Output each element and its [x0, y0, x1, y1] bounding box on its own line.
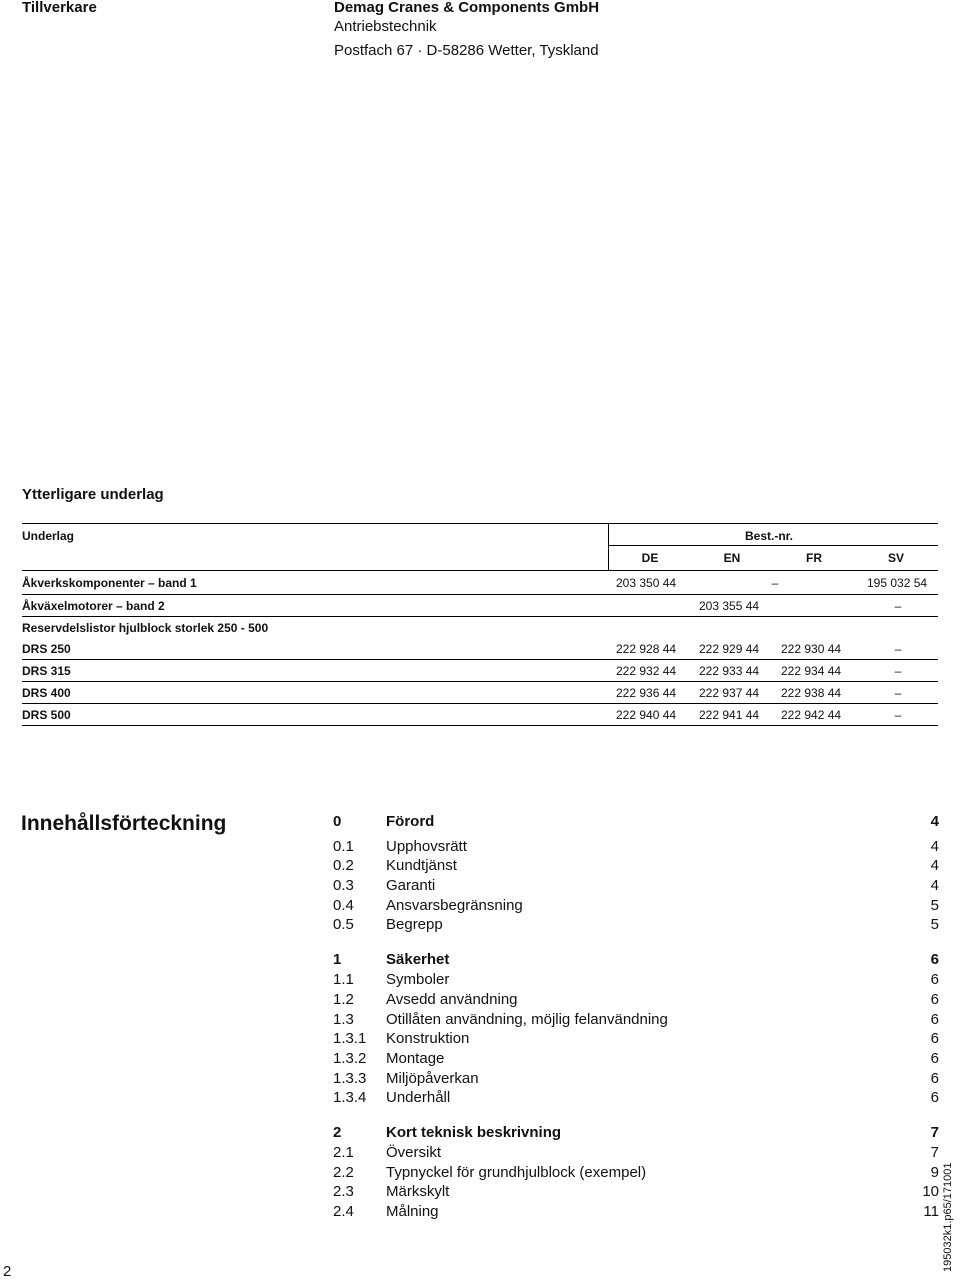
table-row-label: Reservdelslistor hjulblock storlek 250 - 500	[22, 621, 269, 635]
table-row-label: Åkväxelmotorer – band 2	[22, 599, 165, 613]
toc-page: 11	[923, 1203, 939, 1220]
table-cell-en: 222 937 44	[699, 686, 760, 700]
toc-number: 0.4	[333, 897, 354, 914]
toc-title: Symboler	[386, 971, 450, 988]
toc-title: Avsedd användning	[386, 991, 518, 1008]
toc-title: Märkskylt	[386, 1183, 450, 1200]
file-reference: 195032k1.p65/171001	[942, 1162, 954, 1272]
toc-page: 4	[930, 813, 939, 830]
toc-title: Miljöpåverkan	[386, 1070, 479, 1087]
toc-number: 2.4	[333, 1203, 354, 1220]
row-rule	[22, 594, 938, 595]
table-cell-en: –	[771, 576, 779, 590]
table-cell-fr: 222 942 44	[781, 708, 842, 722]
toc-number: 2.3	[333, 1183, 354, 1200]
toc-page: 4	[930, 857, 939, 874]
col-header-sv: SV	[887, 551, 904, 565]
toc-page: 7	[930, 1124, 939, 1141]
toc-page: 9	[930, 1164, 939, 1181]
row-rule	[22, 616, 938, 617]
toc-title: Kort teknisk beskrivning	[386, 1124, 562, 1141]
toc-title: Montage	[386, 1050, 445, 1067]
table-divider	[608, 523, 609, 571]
table-row-label: DRS 500	[22, 708, 71, 722]
toc-number: 2	[333, 1124, 342, 1141]
toc-number: 2.1	[333, 1144, 354, 1161]
table-cell-de: 222 928 44	[616, 642, 677, 656]
page-number: 2	[3, 1263, 12, 1280]
toc-title: Konstruktion	[386, 1030, 470, 1047]
toc-number: 1.1	[333, 971, 354, 988]
table-cell-sv: 195 032 54	[867, 576, 928, 590]
toc-page: 10	[922, 1183, 939, 1200]
toc-page: 6	[930, 991, 939, 1008]
col-header-order-number: Best.-nr.	[745, 529, 794, 543]
manufacturer-label: Tillverkare	[22, 0, 97, 16]
table-cell-de: 203 350 44	[616, 576, 677, 590]
toc-number: 1.2	[333, 991, 354, 1008]
toc-page: 6	[930, 1070, 939, 1087]
order-header-rule	[609, 545, 938, 546]
toc-page: 5	[930, 897, 939, 914]
additional-docs-heading: Ytterligare underlag	[22, 486, 164, 503]
table-cell-sv: –	[894, 664, 902, 678]
toc-number: 1.3	[333, 1011, 354, 1028]
toc-title: Upphovsrätt	[386, 838, 467, 855]
toc-title: Underhåll	[386, 1089, 451, 1106]
table-row-label: DRS 400	[22, 686, 71, 700]
table-row-label: Åkverkskomponenter – band 1	[22, 576, 197, 590]
table-row-label: DRS 250	[22, 642, 71, 656]
table-cell-fr: 222 934 44	[781, 664, 842, 678]
table-cell-de: 222 932 44	[616, 664, 677, 678]
toc-title: Typnyckel för grundhjulblock (exempel)	[386, 1164, 647, 1181]
toc-number: 0.2	[333, 857, 354, 874]
header-bottom-rule	[22, 570, 938, 571]
toc-title: Ansvarsbegränsning	[386, 897, 523, 914]
toc-page: 5	[930, 916, 939, 933]
table-row-label: DRS 315	[22, 664, 71, 678]
toc-number: 0	[333, 813, 342, 830]
row-rule	[22, 659, 938, 660]
table-cell-fr: 222 938 44	[781, 686, 842, 700]
toc-number: 1.3.1	[333, 1030, 367, 1047]
toc-page: 4	[930, 877, 939, 894]
row-rule	[22, 703, 938, 704]
toc-title: Garanti	[386, 877, 436, 894]
table-cell-sv: –	[894, 642, 902, 656]
col-header-de: DE	[641, 551, 659, 565]
row-rule	[22, 681, 938, 682]
table-cell-en: 222 933 44	[699, 664, 760, 678]
toc-number: 1	[333, 951, 342, 968]
table-cell-de: 222 940 44	[616, 708, 677, 722]
table-cell-en: 222 941 44	[699, 708, 760, 722]
toc-title: Säkerhet	[386, 951, 450, 968]
toc-title: Otillåten användning, möjlig felanvändning	[386, 1011, 668, 1028]
table-cell-fr: 222 930 44	[781, 642, 842, 656]
col-header-en: EN	[723, 551, 741, 565]
toc-number: 0.3	[333, 877, 354, 894]
toc-page: 6	[930, 1011, 939, 1028]
company-address: Postfach 67 · D-58286 Wetter, Tyskland	[334, 42, 599, 59]
toc-title: Förord	[386, 813, 435, 830]
table-cell-en: 222 929 44	[699, 642, 760, 656]
toc-number: 0.1	[333, 838, 354, 855]
toc-page: 7	[930, 1144, 939, 1161]
toc-number: 0.5	[333, 916, 354, 933]
toc-page: 6	[930, 1030, 939, 1047]
table-cell-sv: –	[894, 599, 902, 613]
col-header-fr: FR	[806, 551, 822, 565]
col-header-document: Underlag	[22, 529, 75, 543]
toc-number: 1.3.3	[333, 1070, 367, 1087]
toc-title: Kundtjänst	[386, 857, 457, 874]
company-division: Antriebstechnik	[334, 18, 437, 35]
toc-page: 6	[930, 951, 939, 968]
toc-page: 6	[930, 971, 939, 988]
toc-page: 6	[930, 1050, 939, 1067]
table-cell-sv: –	[894, 686, 902, 700]
toc-page: 6	[930, 1089, 939, 1106]
company-name: Demag Cranes & Components GmbH	[334, 0, 600, 16]
table-top-rule	[22, 523, 938, 524]
table-cell-sv: –	[894, 708, 902, 722]
toc-number: 1.3.2	[333, 1050, 367, 1067]
toc-heading: Innehållsförteckning	[21, 812, 227, 835]
toc-title: Begrepp	[386, 916, 443, 933]
table-bottom-rule	[22, 725, 938, 726]
table-cell-de: 222 936 44	[616, 686, 677, 700]
toc-number: 2.2	[333, 1164, 354, 1181]
table-cell-merged: 203 355 44	[699, 599, 760, 613]
toc-number: 1.3.4	[333, 1089, 367, 1106]
toc-page: 4	[930, 838, 939, 855]
toc-title: Översikt	[386, 1144, 442, 1161]
toc-title: Målning	[386, 1203, 439, 1220]
